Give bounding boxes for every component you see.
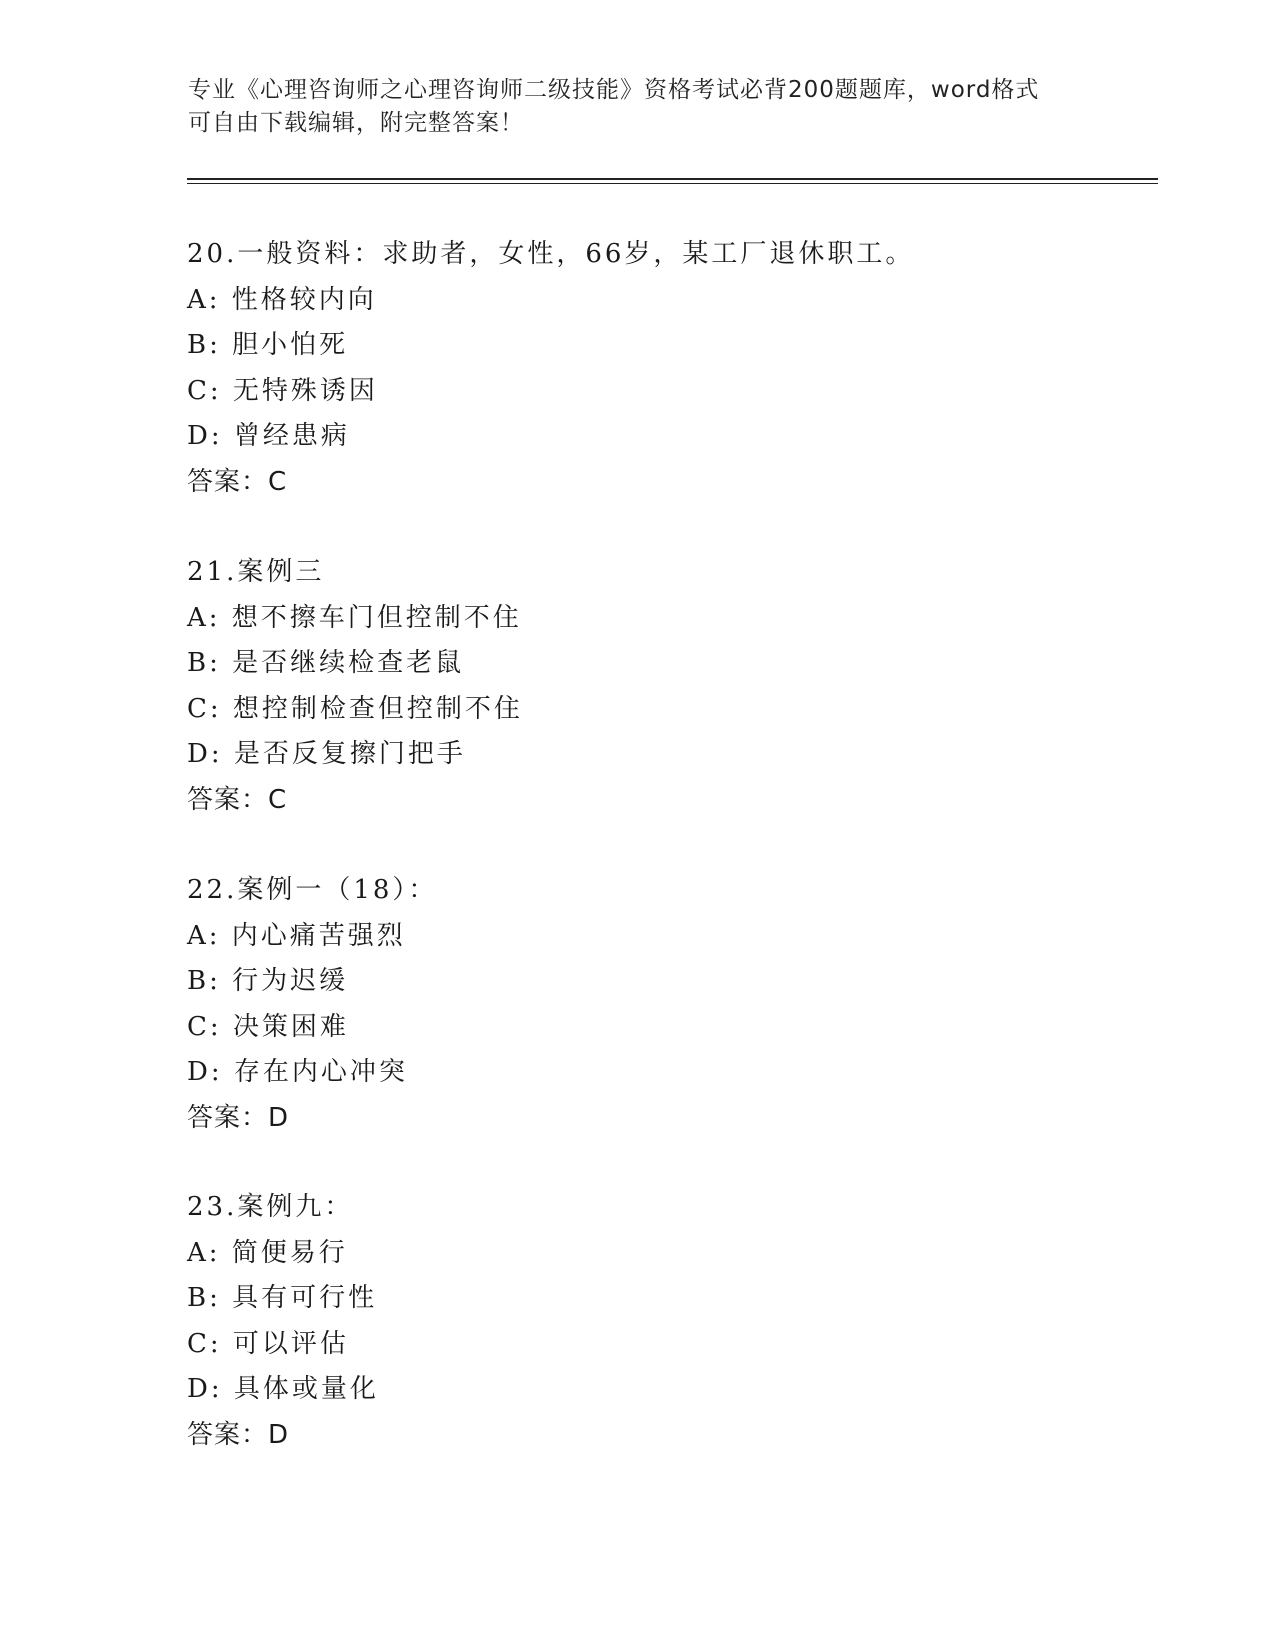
- question-21: [187, 550, 523, 823]
- header-line-1: 专业《心理咨询师之心理咨询师二级技能》资格考试必背200题题库，word格式: [188, 77, 1040, 103]
- option-d: D: 存在内心冲突: [187, 1057, 408, 1087]
- question-stem: 22.案例一（18）：: [187, 875, 438, 905]
- option-b: B: 是否继续检查老鼠: [187, 648, 465, 678]
- header-line-2: 可自由下载编辑，附完整答案！: [188, 110, 524, 136]
- option-b: B: 行为迟缓: [187, 966, 349, 996]
- option-d: D: 曾经患病: [187, 421, 350, 451]
- answer-label: 答案：D: [187, 1419, 290, 1450]
- option-a: A: 简便易行: [187, 1237, 348, 1268]
- option-b: B: 具有可行性: [187, 1283, 378, 1313]
- answer-label: 答案：D: [187, 1102, 290, 1133]
- answer-label: 答案：C: [187, 466, 288, 497]
- answer-label: 答案：C: [187, 784, 288, 815]
- question-20: [187, 232, 914, 505]
- option-b: B: 胆小怕死: [187, 330, 349, 360]
- question-22: [187, 868, 437, 1141]
- question-stem: 23.案例九：: [187, 1192, 354, 1222]
- option-a: A: 性格较内向: [187, 284, 377, 315]
- option-d: D: 是否反复擦门把手: [187, 739, 466, 769]
- option-a: A: 想不擦车门但控制不住: [187, 602, 522, 633]
- option-d: D: 具体或量化: [187, 1374, 379, 1404]
- question-stem: 21.案例三: [187, 557, 325, 587]
- question-stem: 20.一般资料：求助者，女性，66岁，某工厂退休职工。: [187, 239, 915, 269]
- document-header: [188, 74, 1088, 140]
- option-a: A: 内心痛苦强烈: [187, 920, 406, 951]
- option-c: C: 可以评估: [187, 1328, 349, 1359]
- option-c: C: 无特殊诱因: [187, 375, 378, 406]
- question-23: [187, 1185, 379, 1458]
- option-c: C: 想控制检查但控制不住: [187, 693, 523, 724]
- option-c: C: 决策困难: [187, 1011, 349, 1042]
- header-divider: [187, 178, 1158, 184]
